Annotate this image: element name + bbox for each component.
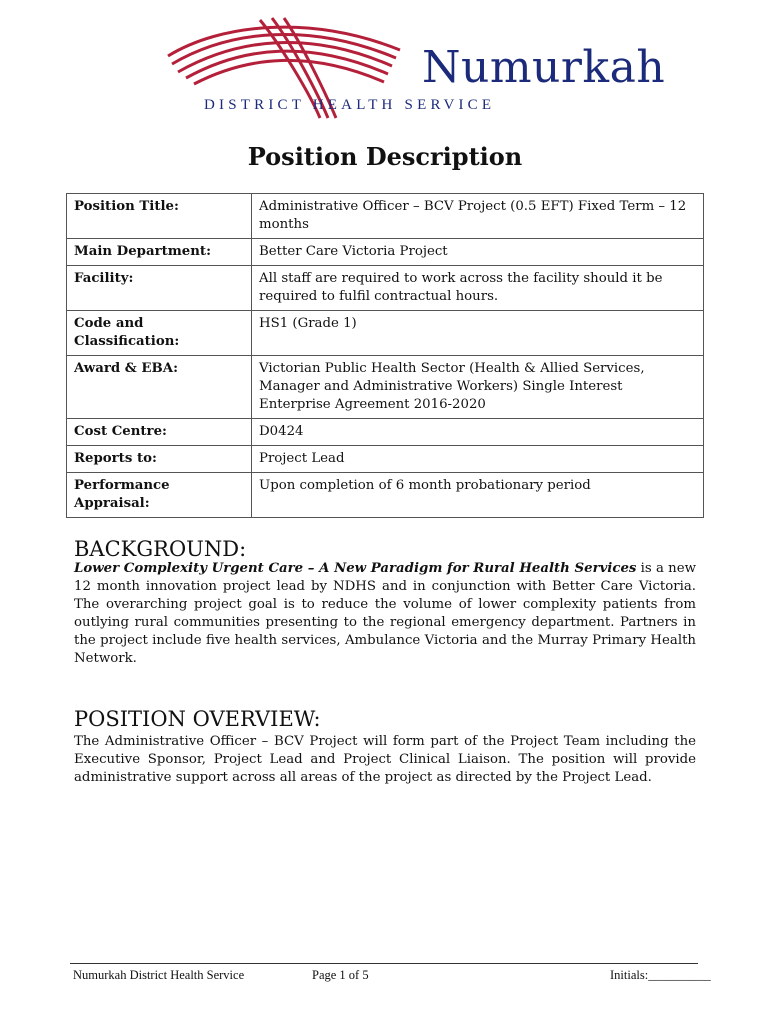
table-row xyxy=(67,266,704,311)
logo-subtitle: DISTRICT HEALTH SERVICE xyxy=(204,97,496,113)
table-row xyxy=(67,311,704,356)
background-heading: BACKGROUND: xyxy=(74,537,247,561)
field-label: Main Department: xyxy=(67,239,252,266)
footer-page-number: Page 1 of 5 xyxy=(312,968,369,982)
background-text: is a new 12 month innovation project lead by NDHS and in conjunction with Better Care Victoria. The overarching project goal is to reduce the volume of lower complexity patients from outlying rural communities presenting to the regional emergency department. Partners in the project include five health services, Ambulance Victoria and the Murray Primary Health Network. xyxy=(74,561,696,666)
position-overview-heading: POSITION OVERVIEW: xyxy=(74,707,321,731)
position-overview-paragraph: The Administrative Officer – BCV Project will form part of the Project Team including the Executive Sponsor, Project Lead and Project Clinical Liaison. The position will provide administrative support across all areas of the project as directed by the Project Lead. xyxy=(74,734,696,785)
field-label: Position Title: xyxy=(67,194,252,239)
page-title: Position Description xyxy=(247,142,523,171)
field-value: Victorian Public Health Sector (Health & Allied Services, Manager and Administrative Workers) Single Interest Enterprise Agreement 2016-2020 xyxy=(252,356,704,419)
field-label: Code and Classification: xyxy=(67,311,252,356)
field-value: Better Care Victoria Project xyxy=(252,239,704,266)
table-row xyxy=(67,356,704,419)
field-value: Project Lead xyxy=(252,446,704,473)
footer-initials: Initials:__________ xyxy=(610,968,711,982)
field-label: Facility: xyxy=(67,266,252,311)
table-row xyxy=(67,194,704,239)
field-value: D0424 xyxy=(252,419,704,446)
field-label: Award & EBA: xyxy=(67,356,252,419)
footer-org: Numurkah District Health Service xyxy=(73,968,245,982)
field-label: Reports to: xyxy=(67,446,252,473)
table-row xyxy=(67,239,704,266)
table-row xyxy=(67,446,704,473)
table-row xyxy=(67,419,704,446)
field-label: Cost Centre: xyxy=(67,419,252,446)
background-emphasis: Lower Complexity Urgent Care – A New Paradigm for Rural Health Services xyxy=(74,561,637,576)
field-value: All staff are required to work across the facility should it be required to fulfil contractual hours. xyxy=(252,266,704,311)
table-row xyxy=(67,473,704,518)
field-value: Administrative Officer – BCV Project (0.5 EFT) Fixed Term – 12 months xyxy=(252,194,704,239)
logo xyxy=(160,14,666,124)
field-value: HS1 (Grade 1) xyxy=(252,311,704,356)
field-value: Upon completion of 6 month probationary period xyxy=(252,473,704,518)
position-info-table xyxy=(66,193,704,518)
footer-divider xyxy=(70,963,698,964)
field-label: Performance Appraisal: xyxy=(67,473,252,518)
logo-name: Numurkah xyxy=(422,42,666,93)
background-paragraph xyxy=(74,560,696,668)
